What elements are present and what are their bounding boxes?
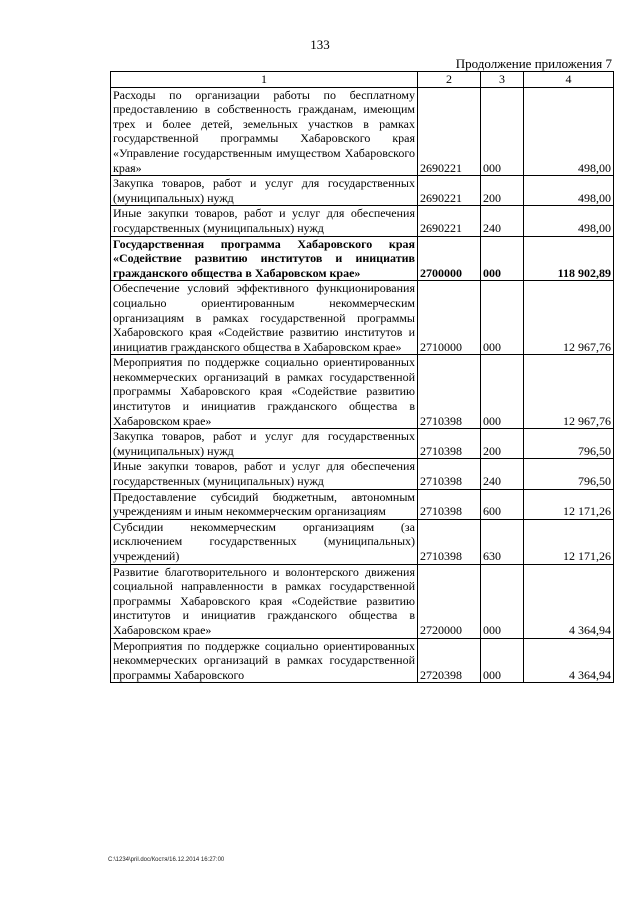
row-description: Развитие благотворительного и волонтерского движения социальной направленности в рамках государственной программы Хабаровского края «Содействие развитию институтов и инициатив гражданского общества в Хабаровском крае» bbox=[111, 564, 418, 638]
row-amount: 12 967,76 bbox=[524, 355, 614, 429]
row-target-code: 2690221 bbox=[418, 87, 481, 176]
table-row bbox=[111, 489, 614, 519]
row-description: Закупка товаров, работ и услуг для государственных (муниципальных) нужд bbox=[111, 176, 418, 206]
row-amount: 498,00 bbox=[524, 176, 614, 206]
budget-table bbox=[110, 71, 614, 683]
row-expense-type: 000 bbox=[481, 355, 524, 429]
table-row bbox=[111, 236, 614, 281]
row-target-code: 2710398 bbox=[418, 429, 481, 459]
row-description: Мероприятия по поддержке социально ориентированных некоммерческих организаций в рамках государственной программы Хабаровского bbox=[111, 638, 418, 683]
table-row bbox=[111, 281, 614, 355]
row-description: Расходы по организации работы по бесплатному предоставлению в собственность гражданам, имеющим трех и более детей, земельных участков в рамках государственной программы Хабаровского края «Управление государственным имуществом Хабаровского края» bbox=[111, 87, 418, 176]
table-row bbox=[111, 564, 614, 638]
row-description: Государственная программа Хабаровского края «Содействие развитию институтов и инициатив гражданского общества в Хабаровском крае» bbox=[111, 236, 418, 281]
header-col-2: 2 bbox=[418, 72, 481, 88]
row-target-code: 2710398 bbox=[418, 355, 481, 429]
row-target-code: 2720398 bbox=[418, 638, 481, 683]
row-target-code: 2690221 bbox=[418, 176, 481, 206]
row-amount: 118 902,89 bbox=[524, 236, 614, 281]
row-target-code: 2710398 bbox=[418, 459, 481, 489]
row-expense-type: 240 bbox=[481, 206, 524, 236]
row-target-code: 2710398 bbox=[418, 519, 481, 564]
table-row bbox=[111, 519, 614, 564]
header-col-4: 4 bbox=[524, 72, 614, 88]
header-col-3: 3 bbox=[481, 72, 524, 88]
row-description: Иные закупки товаров, работ и услуг для обеспечения государственных (муниципальных) нужд bbox=[111, 206, 418, 236]
table-row bbox=[111, 459, 614, 489]
table-row bbox=[111, 429, 614, 459]
row-amount: 796,50 bbox=[524, 459, 614, 489]
row-amount: 4 364,94 bbox=[524, 564, 614, 638]
row-description: Субсидии некоммерческим организациям (за исключением государственных (муниципальных) учреждений) bbox=[111, 519, 418, 564]
row-expense-type: 600 bbox=[481, 489, 524, 519]
row-target-code: 2720000 bbox=[418, 564, 481, 638]
table-row bbox=[111, 176, 614, 206]
row-expense-type: 000 bbox=[481, 564, 524, 638]
row-target-code: 2710398 bbox=[418, 489, 481, 519]
row-expense-type: 000 bbox=[481, 281, 524, 355]
row-amount: 12 171,26 bbox=[524, 489, 614, 519]
row-expense-type: 240 bbox=[481, 459, 524, 489]
row-amount: 4 364,94 bbox=[524, 638, 614, 683]
row-description: Закупка товаров, работ и услуг для государственных (муниципальных) нужд bbox=[111, 429, 418, 459]
row-expense-type: 630 bbox=[481, 519, 524, 564]
file-path-footer: C:\1234\pril.doc/Костя/16.12.2014 16:27:00 bbox=[108, 857, 225, 863]
row-amount: 12 967,76 bbox=[524, 281, 614, 355]
row-expense-type: 000 bbox=[481, 638, 524, 683]
page-number: 133 bbox=[310, 37, 330, 52]
table-row bbox=[111, 638, 614, 683]
row-description: Предоставление субсидий бюджетным, автономным учреждениям и иным некоммерческим организациям bbox=[111, 489, 418, 519]
row-expense-type: 200 bbox=[481, 176, 524, 206]
table-header-row bbox=[111, 72, 614, 88]
continuation-label: Продолжение приложения 7 bbox=[455, 56, 612, 71]
row-amount: 498,00 bbox=[524, 206, 614, 236]
row-target-code: 2690221 bbox=[418, 206, 481, 236]
header-col-1: 1 bbox=[111, 72, 418, 88]
table-row bbox=[111, 355, 614, 429]
row-amount: 498,00 bbox=[524, 87, 614, 176]
row-target-code: 2710000 bbox=[418, 281, 481, 355]
row-description: Иные закупки товаров, работ и услуг для обеспечения государственных (муниципальных) нужд bbox=[111, 459, 418, 489]
row-amount: 796,50 bbox=[524, 429, 614, 459]
table-row bbox=[111, 206, 614, 236]
row-expense-type: 200 bbox=[481, 429, 524, 459]
row-expense-type: 000 bbox=[481, 236, 524, 281]
row-target-code: 2700000 bbox=[418, 236, 481, 281]
row-description: Обеспечение условий эффективного функционирования социально ориентированным некоммерческим организациям в рамках государственной программы Хабаровского края «Содействие развитию институтов и инициатив гражданского общества в Хабаровском крае» bbox=[111, 281, 418, 355]
row-amount: 12 171,26 bbox=[524, 519, 614, 564]
row-expense-type: 000 bbox=[481, 87, 524, 176]
row-description: Мероприятия по поддержке социально ориентированных некоммерческих организаций в рамках государственной программы Хабаровского края «Содействие развитию институтов и инициатив гражданского общества в Хабаровском крае» bbox=[111, 355, 418, 429]
table-row bbox=[111, 87, 614, 176]
